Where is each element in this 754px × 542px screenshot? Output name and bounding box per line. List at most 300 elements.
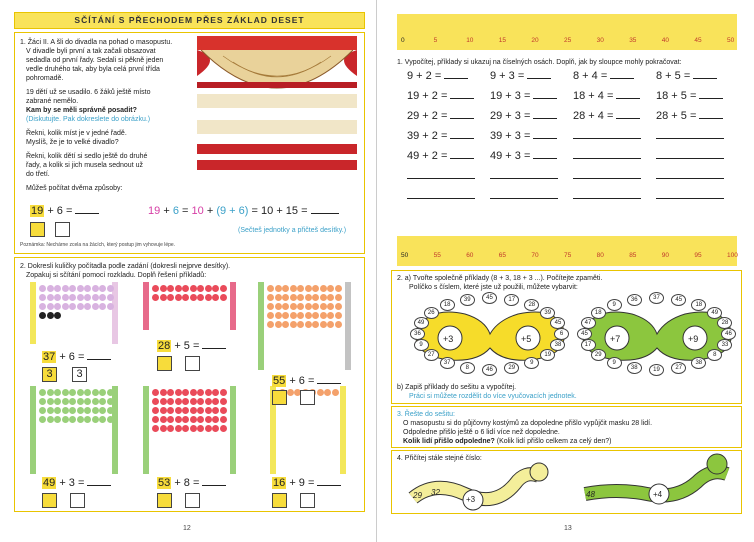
petal-number[interactable]: 38 [550,339,565,351]
petal-number[interactable]: 45 [482,292,497,304]
abacus-bead [84,389,91,396]
answer-blank[interactable] [616,110,640,119]
abacus-bead [92,389,99,396]
abacus-bead [220,407,227,414]
abacus-bead [175,285,182,292]
abacus-bead [47,294,54,301]
abacus-bead [320,294,327,301]
decompose-box[interactable] [272,390,287,405]
equation-row [407,150,474,162]
abacus-bead [160,389,167,396]
ruler-tick-label: 50 [727,37,735,44]
abacus-bead [152,294,159,301]
equation-row [656,190,724,202]
petal-number[interactable]: 46 [721,328,736,340]
abacus-bead [305,294,312,301]
task1-line: Myslíš, že je to velké divadlo? [26,139,119,146]
task2-line: 2. Dokresli kuličky počítadla podle zadání (dokresli nejprve desítky). [20,263,231,270]
equation-row [573,70,634,82]
abacus-bead [335,312,342,319]
decompose-box[interactable] [30,222,45,237]
abacus-bead [84,407,91,414]
abacus-exercise [272,375,341,387]
abacus-bead [167,407,174,414]
abacus-bead [107,294,114,301]
equation-row [490,150,557,162]
abacus-bead [320,303,327,310]
answer-blank[interactable] [616,90,640,99]
petal-number[interactable]: 18 [691,299,706,311]
abacus-bead [275,312,282,319]
petal-number[interactable]: 17 [581,339,596,351]
abacus-bead [167,398,174,405]
answer-blank[interactable] [610,70,634,79]
mask-yellow-petals [410,290,570,380]
answer-blank[interactable] [693,70,717,79]
petal-number[interactable]: 36 [627,294,642,306]
abacus-bead [212,425,219,432]
petal-number[interactable]: 6 [554,328,569,340]
abacus-bead [305,303,312,310]
exercise-term: 53 [158,477,171,489]
petal-number[interactable]: 9 [414,339,429,351]
petal-number[interactable]: 9 [524,357,539,369]
abacus-bead [47,312,54,319]
petal-number[interactable]: 33 [717,339,732,351]
petal-number[interactable]: 19 [540,349,555,361]
answer-blank[interactable] [202,477,226,486]
answer-blank[interactable] [533,150,557,159]
abacus-bead [47,285,54,292]
abacus-bead [305,321,312,328]
abacus-bead [212,416,219,423]
abacus-bead [182,416,189,423]
equation-row [656,90,723,102]
abacus-bead [77,389,84,396]
page-number: 12 [183,525,191,532]
ruler-tick-label: 40 [661,37,670,44]
abacus-bead [282,312,289,319]
abacus-bead [182,294,189,301]
abacus-bead [107,303,114,310]
abacus-bead [39,389,46,396]
answer-blank[interactable] [450,130,474,139]
exercise-op: + 3 = [59,477,85,489]
eq2-op: + [229,205,236,217]
answer-blank[interactable] [311,205,339,214]
answer-blank[interactable] [527,70,551,79]
task2-line: 2. a) Tvořte společně příklady (8 + 3, 18 + 3 ...). Počítejte zpaměti. [397,275,603,282]
decompose-box[interactable] [185,356,200,371]
petal-number[interactable]: 27 [424,349,439,361]
abacus-bead [77,416,84,423]
answer-blank[interactable] [75,205,99,214]
petal-number[interactable]: 38 [627,362,642,374]
empty-answer-line[interactable] [490,190,558,199]
abacus-5 [143,386,236,474]
petal-number[interactable]: 28 [524,299,539,311]
abacus-exercise [272,477,341,489]
exercise-term: 55 [273,375,286,387]
empty-answer-line[interactable] [656,190,724,199]
abacus-bead [317,389,324,396]
petal-number[interactable]: 37 [440,357,455,369]
task1-line: 1. Žáci II. A šli do divadla na pohad o masopustu. [20,39,173,46]
abacus-bead [275,321,282,328]
answer-blank[interactable] [450,110,474,119]
abacus-bead [182,285,189,292]
task2-b-note: Práci si můžete rozdělit do více vyučovacích jednotek. [409,393,577,400]
abacus-bead [182,398,189,405]
abacus-bead [84,294,91,301]
abacus-bead [62,398,69,405]
equation-text: 29 + 2 = [407,110,451,122]
abacus-bead [267,285,274,292]
abacus-1 [30,282,118,344]
ruler-tick-label: 80 [596,252,604,259]
right-page [377,0,754,542]
equation-row [573,170,641,182]
abacus-bead [220,389,227,396]
decompose-box[interactable] [70,493,85,508]
abacus-bead [197,416,204,423]
abacus-bead [39,294,46,301]
abacus-bead [190,407,197,414]
abacus-bead [175,425,182,432]
exercise-op: + 9 = [289,477,315,489]
abacus-bead [335,321,342,328]
answer-blank[interactable] [87,351,111,360]
abacus-bead [99,285,106,292]
abacus-bead [175,294,182,301]
abacus-bead [275,303,282,310]
abacus-bead [205,389,212,396]
abacus-bead [99,389,106,396]
task2-line: Zopakuj si sčítání pomocí rozkladu. Doplň řešení příkladů: [26,272,207,279]
abacus-bead [220,416,227,423]
abacus-bead [282,294,289,301]
task1-text: 1. Vypočítej, příklady si ukazuj na číselných osách. Doplň, jak by sloupce mohly pokračovat: [397,59,682,66]
decompose-box[interactable] [272,493,287,508]
petal-number[interactable]: 8 [460,362,475,374]
abacus-bead [320,321,327,328]
eq1-term: 19 [31,205,44,217]
abacus-bead [190,294,197,301]
abacus-bead [290,312,297,319]
equation-text: 49 + 2 = [407,150,451,162]
equation-row [656,110,723,122]
exercise-op: + 8 = [174,477,200,489]
empty-answer-line[interactable] [573,170,641,179]
petal-number[interactable]: 9 [607,299,622,311]
page-number: 13 [564,525,572,532]
decompose-box[interactable] [157,493,172,508]
empty-answer-line[interactable] [656,150,724,159]
abacus-bead [275,294,282,301]
abacus-bead [62,416,69,423]
cat-y-num: 32 [431,488,440,497]
decompose-box[interactable]: 3 [72,367,87,382]
abacus-2 [143,282,236,330]
petal-number[interactable]: 38 [691,357,706,369]
petal-number[interactable]: 49 [414,317,429,329]
abacus-bead [47,398,54,405]
abacus-bead [92,416,99,423]
abacus-bead [297,312,304,319]
petal-number[interactable]: 27 [671,362,686,374]
equation-row [573,190,641,202]
equation-text: 18 + 4 = [573,90,617,102]
abacus-bead [182,389,189,396]
decompose-box[interactable] [300,493,315,508]
abacus-bead [107,407,114,414]
answer-blank[interactable] [450,150,474,159]
abacus-bead [54,416,61,423]
abacus-bead [205,425,212,432]
ruler-tick-label: 75 [564,252,572,259]
petal-number[interactable]: 39 [540,307,555,319]
exercise-term: 16 [273,477,286,489]
abacus-bead [47,389,54,396]
abacus-bead [205,398,212,405]
abacus-bead [182,425,189,432]
petal-number[interactable]: 26 [424,307,439,319]
petal-number[interactable]: 8 [707,349,722,361]
abacus-bead [107,389,114,396]
ruler-tick-label: 10 [466,37,474,44]
abacus-bead [69,389,76,396]
ruler-tick-label: 45 [694,37,702,44]
task1-line: Řekni, kolik míst je v jedné řadě. [26,130,127,137]
decompose-box[interactable] [42,493,57,508]
abacus-bead [212,294,219,301]
abacus-4 [30,386,118,474]
equation-text: 29 + 3 = [490,110,534,122]
petal-number[interactable]: 36 [410,328,425,340]
abacus-bead [54,398,61,405]
abacus-bead [220,285,227,292]
abacus-exercise [157,477,226,489]
abacus-bead [152,416,159,423]
abacus-bead [190,416,197,423]
abacus-bead [77,285,84,292]
empty-answer-line[interactable] [573,150,641,159]
equation-row [573,130,641,142]
task1-hint: (Diskutujte. Pak dokreslete do obrázku.) [26,116,151,123]
ruler-tick-label: 55 [433,252,441,259]
petal-number[interactable]: 18 [591,307,606,319]
abacus-bead [197,389,204,396]
petal-number[interactable]: 29 [504,362,519,374]
equation-row [656,150,724,162]
abacus-bead [47,416,54,423]
abacus-bead [335,294,342,301]
abacus-bead [290,294,297,301]
abacus-bead [320,312,327,319]
ruler-tick-label: 20 [531,37,539,44]
answer-blank[interactable] [533,90,557,99]
answer-blank[interactable] [533,110,557,119]
abacus-bead [77,398,84,405]
answer-blank[interactable] [444,70,468,79]
abacus-bead [290,321,297,328]
petal-number[interactable]: 18 [440,299,455,311]
mask-yellow-op-1: +3 [443,334,454,344]
exercise-term: 37 [43,351,56,363]
abacus-bead [152,425,159,432]
empty-answer-line[interactable] [407,190,475,199]
task3-line: O masopustu si do půjčovny kostýmů za dopoledne přišlo vypůjčit masku 28 lidí. [403,420,653,427]
answer-blank[interactable] [202,340,226,349]
petal-number[interactable]: 37 [649,292,664,304]
equation-text: 19 + 3 = [490,90,534,102]
equation-text: 8 + 5 = [656,70,694,82]
abacus-bead [327,285,334,292]
eq2-tail: 10 + 15 = [261,205,308,217]
task3-title: 3. Řešte do sešitu: [397,411,455,418]
abacus-bead [84,285,91,292]
mask-green-petals [577,290,737,380]
empty-answer-line[interactable] [573,130,641,139]
abacus-bead [39,407,46,414]
answer-blank[interactable] [317,375,341,384]
abacus-bead [190,425,197,432]
empty-answer-line[interactable] [407,170,475,179]
task1-line: do třetí. [26,171,50,178]
ruler-tick-label: 5 [433,37,438,44]
abacus-bead [69,285,76,292]
task1-line: řady, a kolik si jich musela sednout už [26,162,143,169]
abacus-bead [327,303,334,310]
equation-row [656,130,724,142]
abacus-bead [220,398,227,405]
abacus-bead [92,294,99,301]
abacus-bead [160,407,167,414]
equation-row [490,170,558,182]
answer-blank[interactable] [317,477,341,486]
abacus-bead [99,303,106,310]
abacus-bead [212,389,219,396]
decompose-box[interactable] [157,356,172,371]
empty-answer-line[interactable] [490,170,558,179]
task1-line: sedadla od první řady. Sedali si pěkně jeden [26,57,164,64]
eq2-op: = [182,205,189,217]
abacus-bead [99,398,106,405]
abacus-bead [152,407,159,414]
ruler2-labels [397,252,737,262]
abacus-bead [54,285,61,292]
equation-text: 9 + 3 = [490,70,528,82]
equation-row [490,70,551,82]
ruler-tick-label: 85 [629,252,637,259]
decompose-box[interactable] [185,493,200,508]
abacus-bead [297,285,304,292]
task3-line: Odpoledne přišlo ještě o 6 lidí více než dopoledne. [403,429,560,436]
cat-g-num: 48 [586,490,595,499]
equation-row [656,70,717,82]
equation-row [490,90,557,102]
abacus-bead [54,294,61,301]
decompose-box[interactable] [55,222,70,237]
equation-2 [148,205,339,217]
abacus-bead [160,294,167,301]
equation-text: 8 + 4 = [573,70,611,82]
empty-answer-line[interactable] [656,130,724,139]
caterpillar-yellow [405,458,555,514]
petal-number[interactable]: 39 [460,294,475,306]
answer-blank[interactable] [450,90,474,99]
answer-blank[interactable] [699,110,723,119]
abacus-bead [54,389,61,396]
equation-row [573,110,640,122]
ruler-tick-label: 35 [629,37,637,44]
abacus-bead [197,425,204,432]
abacus-bead [335,285,342,292]
decompose-box[interactable]: 3 [42,367,57,382]
abacus-bead [312,294,319,301]
abacus-bead [69,416,76,423]
footnote: Poznámka: Nechárne zcela na žácích, který postup jim vyhovuje lépe. [20,242,176,248]
equation-row [490,110,557,122]
task4-title: 4. Přičítej stále stejné číslo: [397,455,482,462]
abacus-bead [205,294,212,301]
empty-answer-line[interactable] [656,170,724,179]
mask-green-op-1: +7 [610,334,621,344]
abacus-bead [324,389,331,396]
abacus-bead [320,285,327,292]
answer-blank[interactable] [87,477,111,486]
decompose-box[interactable] [300,390,315,405]
answer-blank[interactable] [699,90,723,99]
abacus-bead [39,312,46,319]
equation-text: 9 + 2 = [407,70,445,82]
ruler-tick-label: 90 [661,252,670,259]
abacus-bead [62,303,69,310]
equation-row [573,150,641,162]
task2-b: b) Zapiš příklady do sešitu a vypočítej. [397,384,517,391]
petal-number[interactable]: 19 [649,364,664,376]
abacus-bead [287,389,294,396]
abacus-bead [297,321,304,328]
abacus-bead [220,425,227,432]
task1-line: vedle druhého tak, aby byla celá první třída [26,66,160,73]
petal-number[interactable]: 45 [577,328,592,340]
abacus-exercise [42,477,111,489]
answer-blank[interactable] [533,130,557,139]
ruler-tick-label: 100 [727,252,738,259]
petal-number[interactable]: 9 [607,357,622,369]
petal-number[interactable]: 47 [581,317,596,329]
equation-row [407,70,468,82]
eq2-op: + [206,205,214,217]
petal-number[interactable]: 45 [671,294,686,306]
petal-number[interactable]: 46 [482,364,497,376]
petal-number[interactable]: 17 [504,294,519,306]
petal-number[interactable]: 45 [550,317,565,329]
petal-number[interactable]: 29 [591,349,606,361]
abacus-bead [212,407,219,414]
abacus-bead [160,425,167,432]
equation-columns [407,70,737,230]
petal-number[interactable]: 49 [707,307,722,319]
petal-number[interactable]: 28 [717,317,732,329]
abacus-bead [167,285,174,292]
abacus-bead [212,398,219,405]
equation-row [407,190,475,202]
abacus-bead [62,407,69,414]
empty-answer-line[interactable] [573,190,641,199]
abacus-bead [107,398,114,405]
